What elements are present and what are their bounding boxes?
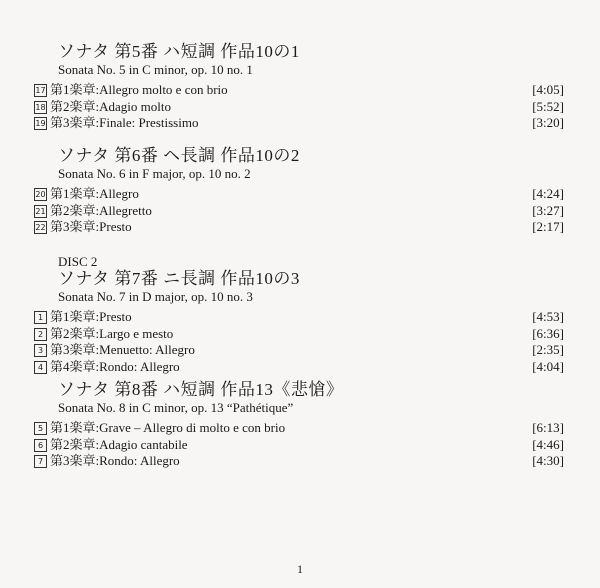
sonata-title-jp: ソナタ 第5番 ハ短調 作品10の1 bbox=[58, 42, 300, 61]
movement-label: 第1楽章 bbox=[50, 420, 96, 435]
sonata-title-en: Sonata No. 5 in C minor, op. 10 no. 1 bbox=[58, 62, 253, 77]
movement-label: 第2楽章 bbox=[50, 98, 96, 114]
track-row: 3 第3楽章:Menuetto: Allegro [2:35] bbox=[34, 342, 564, 359]
sonata-block-7 bbox=[34, 254, 564, 375]
movement-title: Allegro molto e con brio bbox=[99, 82, 228, 97]
movement-label: 第3楽章 bbox=[50, 342, 96, 357]
track-duration: [2:35] bbox=[532, 342, 564, 357]
movement-label: 第2楽章 bbox=[50, 202, 96, 218]
track-number: 3 bbox=[34, 344, 47, 357]
track-row: 5 第1楽章:Grave – Allegro di molto e con brio [6:13] bbox=[34, 420, 564, 437]
sonata-block-6 bbox=[34, 146, 564, 236]
sonata-block-5 bbox=[34, 42, 564, 132]
movement-label: 第1楽章 bbox=[50, 309, 96, 324]
track-number: 7 bbox=[34, 455, 47, 468]
movement-title: Rondo: Allegro bbox=[99, 453, 180, 468]
sonata-title-jp: ソナタ 第8番 ハ短調 作品13《悲愴》 bbox=[58, 380, 344, 399]
movement-title: Adagio cantabile bbox=[99, 436, 188, 452]
track-duration: [6:36] bbox=[532, 325, 564, 341]
movement-label: 第1楽章 bbox=[50, 186, 96, 201]
track-number: 6 bbox=[34, 439, 47, 452]
track-row: 2 第2楽章:Largo e mesto [6:36] bbox=[34, 326, 564, 343]
movement-title: Allegretto bbox=[99, 202, 152, 218]
sonata-title-jp: ソナタ 第7番 ニ長調 作品10の3 bbox=[58, 269, 300, 288]
track-number: 1 bbox=[34, 311, 47, 324]
track-row: 1 第1楽章:Presto [4:53] bbox=[34, 309, 564, 326]
track-row: 6 第2楽章:Adagio cantabile [4:46] bbox=[34, 437, 564, 454]
track-number: 19 bbox=[35, 119, 46, 128]
movement-title: Rondo: Allegro bbox=[99, 358, 180, 374]
track-number: 20 bbox=[35, 190, 46, 199]
track-row: 21 第2楽章:Allegretto [3:27] bbox=[35, 202, 564, 218]
track-number: 2 bbox=[34, 328, 47, 341]
track-row: 4 第4楽章:Rondo: Allegro [4:04] bbox=[34, 359, 564, 376]
track-duration: [4:05] bbox=[532, 82, 564, 97]
track-duration: [4:53] bbox=[532, 309, 564, 324]
sonata-title-en: Sonata No. 6 in F major, op. 10 no. 2 bbox=[58, 166, 251, 181]
track-duration: [4:24] bbox=[532, 186, 564, 201]
movement-title: Menuetto: Allegro bbox=[99, 342, 195, 357]
track-row: 19 第3楽章:Finale: Prestissimo [3:20] bbox=[35, 115, 564, 130]
movement-label: 第2楽章 bbox=[50, 436, 96, 452]
movement-title: Grave – Allegro di molto e con brio bbox=[99, 420, 286, 435]
track-number: 4 bbox=[34, 361, 47, 374]
track-number: 17 bbox=[35, 86, 46, 95]
track-number: 22 bbox=[35, 223, 46, 232]
movement-label: 第3楽章 bbox=[50, 453, 96, 468]
track-row: 22 第3楽章:Presto [2:17] bbox=[35, 219, 564, 234]
movement-label: 第3楽章 bbox=[50, 219, 96, 234]
track-duration: [2:17] bbox=[532, 219, 564, 234]
movement-title: Largo e mesto bbox=[99, 325, 174, 341]
movement-title: Presto bbox=[99, 219, 132, 234]
sonata-title-jp: ソナタ 第6番 ヘ長調 作品10の2 bbox=[58, 146, 300, 165]
disc-label: DISC 2 bbox=[58, 254, 98, 269]
sonata-title-en: Sonata No. 8 in C minor, op. 13 “Pathétique” bbox=[58, 400, 294, 415]
movement-label: 第3楽章 bbox=[50, 115, 96, 130]
track-duration: [5:52] bbox=[532, 98, 564, 114]
track-row: 17 第1楽章:Allegro molto e con brio [4:05] bbox=[35, 82, 564, 97]
track-duration: [4:04] bbox=[532, 358, 564, 374]
track-number: 21 bbox=[35, 206, 46, 216]
track-row: 18 第2楽章:Adagio molto [5:52] bbox=[35, 98, 564, 114]
movement-title: Finale: Prestissimo bbox=[99, 115, 199, 130]
movement-label: 第2楽章 bbox=[50, 325, 96, 341]
page-number: 1 bbox=[297, 562, 303, 576]
movement-title: Presto bbox=[99, 309, 132, 324]
track-row: 20 第1楽章:Allegro [4:24] bbox=[35, 186, 564, 201]
track-duration: [4:30] bbox=[532, 453, 564, 468]
movement-label: 第1楽章 bbox=[50, 82, 96, 97]
track-number: 5 bbox=[34, 422, 47, 435]
track-duration: [4:46] bbox=[532, 436, 564, 452]
movement-label: 第4楽章 bbox=[50, 358, 96, 374]
sonata-title-en: Sonata No. 7 in D major, op. 10 no. 3 bbox=[58, 289, 253, 304]
track-row: 7 第3楽章:Rondo: Allegro [4:30] bbox=[34, 453, 564, 470]
movement-title: Adagio molto bbox=[99, 98, 171, 114]
track-duration: [3:27] bbox=[532, 202, 564, 218]
movement-title: Allegro bbox=[99, 186, 139, 201]
track-duration: [6:13] bbox=[532, 420, 564, 435]
track-duration: [3:20] bbox=[532, 115, 564, 130]
track-number: 18 bbox=[35, 102, 46, 112]
sonata-block-8 bbox=[34, 380, 564, 470]
